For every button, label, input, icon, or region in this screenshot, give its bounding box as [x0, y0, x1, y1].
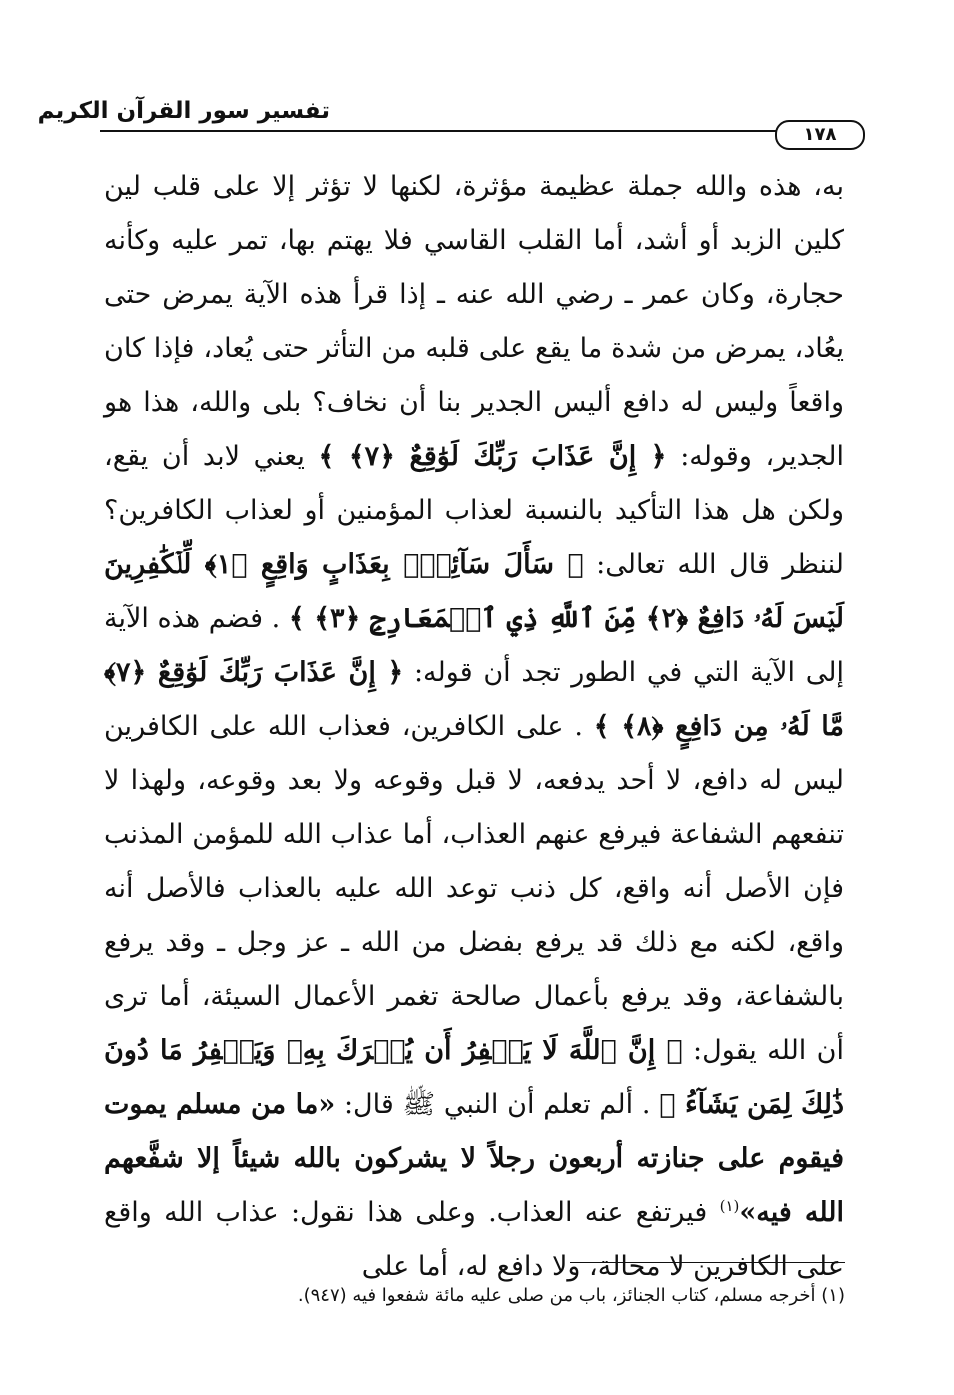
hadith-quote: «ما من مسلم يموت فيقوم على جنازته أربعون رجلاً لا يشركون بالله شيئاً إلا شفَّعهم الله فيه»: [104, 1089, 844, 1228]
quran-verse: ﴿ إِنَّ عَذَابَ رَبِّكَ لَوَٰقِعٌ ﴿٧﴾ مَّا لَهُۥ مِن دَافِعٍ ﴿٨﴾ ﴾: [104, 657, 844, 742]
quran-verse: ﴿ سَأَلَ سَآئِلٌۢ بِعَذَابٍ وَاقِعٍ ﴿١﴾ لِّلۡكَٰفِرِينَ لَيۡسَ لَهُۥ دَافِعٌ ﴿٢﴾ مِّنَ ٱللَّهِ ذِي ٱلۡمَعَارِجِ ﴿٣﴾ ﴾: [104, 549, 844, 634]
text-segment: به، هذه والله جملة عظيمة مؤثرة، لكنها لا تؤثر إلا على قلب لين كلين الزبد أو أشد، أما القلب القاسي فلا يهتم بها، تمر عليه وكأنه حجارة، وكان عمر ـ رضي الله عنه ـ إذا قرأ هذه الآية يمرض حتى يعُاد، يمرض من شدة ما يقع على قلبه من التأثر حتى يُعاد، فإذا كان واقعاً وليس له دافع أليس الجدير بنا أن نخاف؟ بلى والله، هذا هو الجدير، وقوله:: [104, 171, 844, 472]
footnote-reference[interactable]: (١): [719, 1197, 740, 1215]
text-segment: . فضم هذه الآية إلى الآية التي في الطور تجد أن قوله:: [104, 603, 844, 688]
footnote-rule: [570, 1262, 845, 1263]
text-segment: . على الكافرين، فعذاب الله على الكافرين ليس له دافع، لا أحد يدفعه، لا قبل وقوعه ولا بعد وقوعه، ولهذا لا تنفعهم الشفاعة فيرفع عنهم العذاب، أما عذاب الله للمؤمن المذنب فإن الأصل أنه واقع، كل ذنب توعد الله عليه بالعذاب فالأصل أنه واقع، لكنه مع ذلك قد يرفع بفضل من الله ـ عز وجل ـ وقد يرفع بالشفاعة، وقد يرفع بأعمال صالحة تغمر الأعمال السيئة، أما ترى أن الله يقول:: [104, 711, 844, 1066]
text-segment: يعني لابد أن يقع، ولكن هل هذا التأكيد بالنسبة لعذاب المؤمنين أو لعذاب الكافرين؟ لننظر قال الله تعالى:: [104, 441, 844, 580]
header-rule: [100, 130, 840, 132]
text-segment: فيرتفع عنه العذاب. وعلى هذا نقول: عذاب الله واقع على الكافرين لا محالة، ولا دافع له، أما على: [104, 1197, 844, 1282]
page-number-badge: ١٧٨: [775, 120, 865, 150]
quran-verse: ﴿ إِنَّ ٱللَّهَ لَا يَغۡفِرُ أَن يُشۡرَكَ بِهِۦ وَيَغۡفِرُ مَا دُونَ ذَٰلِكَ لِمَن يَشَآءُ ﴾: [104, 1035, 844, 1120]
footnote: (١) أخرجه مسلم، كتاب الجنائز، باب من صلى عليه مائة شفعوا فيه (٩٤٧).: [297, 1285, 845, 1306]
quran-verse: ﴿ إِنَّ عَذَابَ رَبِّكَ لَوَٰقِعٌ ﴿٧﴾ ﴾: [318, 441, 667, 472]
body-paragraph: [104, 160, 844, 1294]
text-segment: . ألم تعلم أن النبي ﷺ قال:: [343, 1089, 651, 1120]
body-text: [104, 160, 844, 1294]
running-header-title: تفسير سور القرآن الكريم: [37, 98, 330, 124]
